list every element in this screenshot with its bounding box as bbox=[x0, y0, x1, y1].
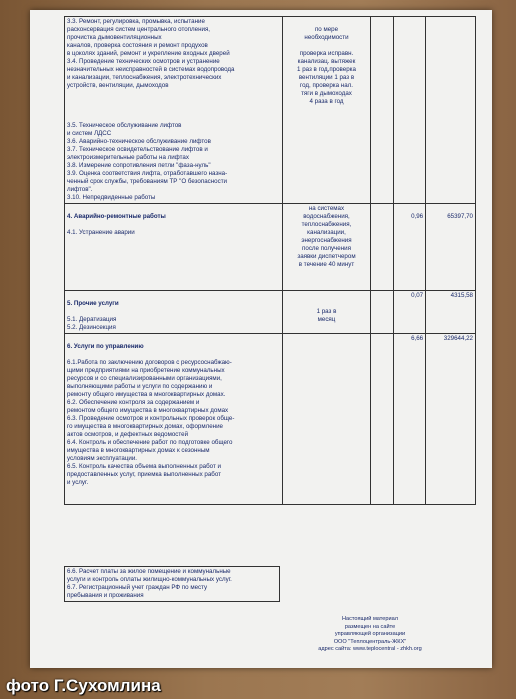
row4-desc bbox=[65, 334, 283, 505]
text-line: месяц bbox=[317, 316, 336, 323]
row2-frequency bbox=[283, 204, 371, 291]
text-line: водоснабжения, bbox=[303, 213, 350, 220]
table-row bbox=[65, 567, 280, 602]
table-row bbox=[65, 204, 476, 291]
text-line: 3.7. Техническое освидетельствование лифтов и bbox=[67, 146, 208, 153]
text-line: 4.1. Устранение аварии bbox=[67, 229, 135, 236]
amount-value: 4315,58 bbox=[450, 292, 473, 299]
text-line: канализации, bbox=[307, 229, 346, 236]
text-line: 5.1. Дератизация bbox=[67, 316, 117, 323]
row3-amount bbox=[426, 291, 476, 334]
text-line: 6.3. Проведение осмотров и контрольных проверок обще- bbox=[67, 415, 235, 422]
rate-value: 0,07 bbox=[411, 292, 424, 299]
text-line: 6.1.Работа по заключению договоров с ресурсоснабжаю- bbox=[67, 359, 232, 366]
text-line: 1 раз в bbox=[316, 308, 337, 315]
text-line: и услуг. bbox=[67, 479, 89, 486]
text-line: проверка исправн. bbox=[299, 50, 354, 57]
text-line: и канализации, теплоснабжения, электротехнических bbox=[67, 74, 222, 81]
text-line: ремонтом общего имущества в многоквартирных домах bbox=[67, 407, 229, 414]
text-line: по мере bbox=[314, 26, 339, 33]
text-line: 3.5. Техническое обслуживание лифтов bbox=[67, 122, 182, 129]
text-line: 3.10. Непредвиденные работы bbox=[67, 194, 156, 201]
rate-value: 0,96 bbox=[411, 213, 424, 220]
text-line: на системах bbox=[308, 205, 345, 212]
text-line: го имущества в многоквартирных домах, оформление bbox=[67, 423, 223, 430]
services-table bbox=[64, 16, 476, 505]
text-line: 3.9. Оценка соответствия лифта, отработавшего назна- bbox=[67, 170, 228, 177]
text-line: Настоящий материал bbox=[341, 616, 399, 622]
rate-value: 6,66 bbox=[411, 335, 424, 342]
table-row bbox=[65, 334, 476, 505]
row2-desc bbox=[65, 204, 283, 291]
document-page bbox=[30, 10, 492, 668]
text-line: расконсервация систем центрального отопления, bbox=[67, 26, 211, 33]
text-line: 6.7. Регистрационный учет граждан РФ по месту bbox=[67, 584, 208, 591]
text-line: 6.5. Контроль качества объема выполненных работ и bbox=[67, 463, 221, 470]
text-line: 3.8. Измерение сопротивления петли "фаза-нуль" bbox=[67, 162, 211, 169]
text-line: год, проверка нал. bbox=[299, 82, 353, 89]
text-line: заявки диспетчером bbox=[297, 253, 356, 260]
row3-frequency bbox=[283, 291, 371, 334]
text-line: 6.4. Контроль и обеспечение работ по подготовке общего bbox=[67, 439, 233, 446]
text-line: 3.3. Ремонт, регулировка, промывка, испытание bbox=[67, 18, 205, 25]
text-line: условиям эксплуатации. bbox=[67, 455, 138, 462]
text-line: электроизмерительные работы на лифтах bbox=[67, 154, 189, 161]
text-line: энергоснабжения bbox=[301, 237, 352, 244]
text-line: ООО "Теплоцентраль-ЖКХ" bbox=[333, 638, 407, 645]
text-line: ремонту общего имущества в многоквартирных домах. bbox=[67, 391, 226, 398]
row1-frequency bbox=[283, 17, 371, 204]
row1-desc bbox=[65, 17, 283, 204]
text-line: 1 раз в год,проверка bbox=[297, 66, 356, 73]
text-line: незначительных неисправностей в системах водопровода bbox=[67, 66, 235, 73]
row4-amount bbox=[426, 334, 476, 505]
amount-value: 329644,22 bbox=[443, 335, 473, 342]
table-row bbox=[65, 17, 476, 204]
text-line: актов осмотров, и дефектных ведомостей bbox=[67, 431, 189, 438]
text-line: каналов, проверка состояния и ремонт продухов bbox=[67, 42, 208, 49]
text-line: теплоснабжения, bbox=[301, 221, 352, 228]
text-line: управляющей организации bbox=[334, 631, 406, 637]
section-title: 5. Прочие услуги bbox=[67, 300, 119, 307]
text-line: в цоколях зданий, ремонт и укрепление входных дверей bbox=[67, 50, 230, 57]
extra-services bbox=[65, 567, 280, 602]
amount-value: 65397,70 bbox=[447, 213, 473, 220]
text-line: устройств, вентиляции, дымоходов bbox=[67, 82, 169, 89]
text-line: вентиляции 1 раз в bbox=[298, 74, 355, 81]
text-line: ресурсов и со специализированными организациями, bbox=[67, 375, 222, 382]
text-line: пребывания и проживания bbox=[67, 592, 144, 599]
text-line: и систем ЛДСС bbox=[67, 130, 112, 137]
text-line: в течение 40 минут bbox=[298, 261, 355, 268]
table-row bbox=[65, 291, 476, 334]
text-line: адрес сайта: www.teplocentral - zhkh.org bbox=[318, 646, 422, 652]
text-line: канализац. вытяжек bbox=[297, 58, 356, 65]
text-line: необходимости bbox=[304, 34, 349, 41]
text-line: услуги и контроль оплаты жилищно-коммунальных услуг. bbox=[67, 576, 232, 583]
text-line: 4 раза в год bbox=[309, 98, 344, 105]
text-line: 5.2. Дезинсекция bbox=[67, 324, 116, 331]
footer-note bbox=[290, 616, 450, 654]
row2-amount bbox=[426, 204, 476, 291]
text-line: тяги в дымоходах bbox=[301, 90, 352, 97]
text-line: ченный срок службы, требованиям ТР "О безопасности bbox=[67, 178, 227, 185]
section-title: 4. Аварийно-ремонтные работы bbox=[67, 213, 166, 220]
text-line: 3.6. Аварийно-техническое обслуживание лифтов bbox=[67, 138, 211, 145]
text-line: 3.4. Проведение технических осмотров и устранение bbox=[67, 58, 220, 65]
additional-services-table bbox=[64, 566, 280, 602]
text-line: размещен на сайте bbox=[344, 623, 396, 630]
row3-desc bbox=[65, 291, 283, 334]
row4-rate bbox=[394, 334, 426, 505]
text-line: 6.2. Обеспечение контроля за содержанием и bbox=[67, 399, 200, 406]
photo-credit: фото Г.Сухомлина bbox=[6, 676, 161, 695]
row2-rate bbox=[394, 204, 426, 291]
text-line: прочистка дымовентиляционных bbox=[67, 34, 162, 41]
text-line: 6.6. Расчет платы за жилое помещение и коммунальные bbox=[67, 568, 231, 575]
text-line: щими предприятиями на приобретение коммунальных bbox=[67, 367, 225, 374]
text-line: после получения bbox=[302, 245, 351, 252]
row3-rate bbox=[394, 291, 426, 334]
text-line: предоставленных услуг, приемка выполненных работ bbox=[67, 471, 221, 478]
text-line: выполняющими работы и услуги по содержанию и bbox=[67, 383, 213, 390]
text-line: имущества в многоквартирных домах к сезонным bbox=[67, 447, 210, 454]
section-title: 6. Услуги по управлению bbox=[67, 343, 144, 350]
text-line: лифтов". bbox=[67, 186, 93, 193]
